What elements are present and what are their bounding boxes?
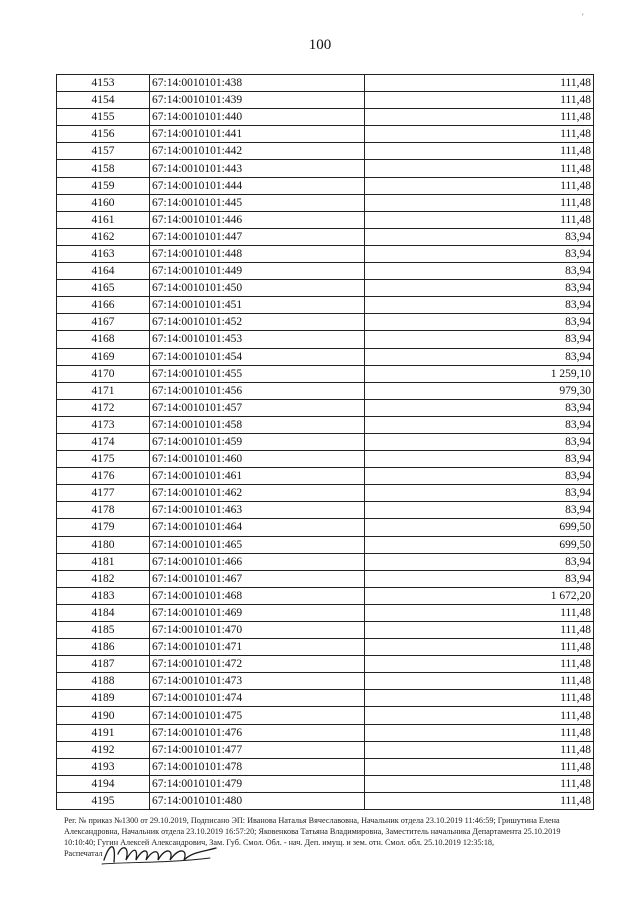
row-number: 4181 [57,553,150,570]
cadastral-number: 67:14:0010101:471 [150,639,365,656]
row-number: 4173 [57,416,150,433]
table-row [57,707,594,724]
footer-line-2: Александровна, Начальник отдела 23.10.2019 16:57:20; Яковенкова Татьяна Владимировна, Заместитель начальника Департамента 25.10.2019 [64,827,561,836]
table-row [57,673,594,690]
table-row [57,587,594,604]
table-row [57,741,594,758]
table-row [57,792,594,809]
cadastral-number: 67:14:0010101:458 [150,416,365,433]
row-value: 111,48 [365,92,594,109]
row-value: 83,94 [365,228,594,245]
table-row [57,775,594,792]
row-number: 4164 [57,263,150,280]
cadastral-number: 67:14:0010101:450 [150,280,365,297]
cadastral-number: 67:14:0010101:459 [150,433,365,450]
cadastral-number: 67:14:0010101:474 [150,690,365,707]
cadastral-number: 67:14:0010101:438 [150,75,365,92]
table-row [57,382,594,399]
row-value: 83,94 [365,485,594,502]
row-number: 4193 [57,758,150,775]
row-value: 979,30 [365,382,594,399]
cadastral-number: 67:14:0010101:477 [150,741,365,758]
row-number: 4170 [57,365,150,382]
row-value: 83,94 [365,451,594,468]
cadastral-number: 67:14:0010101:465 [150,536,365,553]
row-value: 111,48 [365,75,594,92]
row-value: 83,94 [365,468,594,485]
cadastral-number: 67:14:0010101:452 [150,314,365,331]
cadastral-number: 67:14:0010101:476 [150,724,365,741]
table-row [57,109,594,126]
row-value: 83,94 [365,263,594,280]
row-value: 83,94 [365,416,594,433]
row-value: 83,94 [365,502,594,519]
cadastral-number: 67:14:0010101:475 [150,707,365,724]
cadastral-number: 67:14:0010101:457 [150,399,365,416]
table-row [57,348,594,365]
cadastral-number: 67:14:0010101:439 [150,92,365,109]
cadastral-number: 67:14:0010101:462 [150,485,365,502]
row-number: 4157 [57,143,150,160]
table-row [57,622,594,639]
table-row [57,228,594,245]
handwritten-signature [100,838,220,868]
cadastral-number: 67:14:0010101:463 [150,502,365,519]
table-row [57,245,594,262]
corner-mark: ' [582,12,584,22]
row-value: 111,48 [365,211,594,228]
row-value: 111,48 [365,707,594,724]
cadastral-number: 67:14:0010101:444 [150,177,365,194]
row-number: 4153 [57,75,150,92]
row-number: 4155 [57,109,150,126]
cadastral-number: 67:14:0010101:447 [150,228,365,245]
table-row [57,177,594,194]
row-value: 111,48 [365,758,594,775]
row-value: 83,94 [365,553,594,570]
row-number: 4189 [57,690,150,707]
row-number: 4179 [57,519,150,536]
cadastral-number: 67:14:0010101:440 [150,109,365,126]
cadastral-number: 67:14:0010101:449 [150,263,365,280]
cadastral-number: 67:14:0010101:445 [150,194,365,211]
row-value: 83,94 [365,280,594,297]
row-number: 4158 [57,160,150,177]
row-value: 111,48 [365,604,594,621]
table-row [57,194,594,211]
row-number: 4163 [57,245,150,262]
row-value: 111,48 [365,126,594,143]
row-number: 4174 [57,433,150,450]
cadastral-number: 67:14:0010101:479 [150,775,365,792]
table-row [57,451,594,468]
cadastral-number: 67:14:0010101:441 [150,126,365,143]
table-row [57,331,594,348]
cadastral-number: 67:14:0010101:469 [150,604,365,621]
row-value: 83,94 [365,245,594,262]
table-row [57,433,594,450]
row-value: 83,94 [365,399,594,416]
table-row [57,280,594,297]
table-body [57,75,594,810]
row-value: 111,48 [365,724,594,741]
table-row [57,399,594,416]
table-row [57,143,594,160]
table-row [57,314,594,331]
row-number: 4194 [57,775,150,792]
row-value: 111,48 [365,639,594,656]
cadastral-number: 67:14:0010101:466 [150,553,365,570]
cadastral-number: 67:14:0010101:470 [150,622,365,639]
row-number: 4168 [57,331,150,348]
row-number: 4187 [57,656,150,673]
row-number: 4160 [57,194,150,211]
cadastral-number: 67:14:0010101:467 [150,570,365,587]
row-value: 111,48 [365,143,594,160]
table-row [57,485,594,502]
cadastral-number: 67:14:0010101:460 [150,451,365,468]
row-number: 4186 [57,639,150,656]
row-number: 4165 [57,280,150,297]
row-value: 83,94 [365,348,594,365]
table-row [57,570,594,587]
cadastral-number: 67:14:0010101:461 [150,468,365,485]
table-row [57,724,594,741]
table-row [57,211,594,228]
footer-line-3: 10:10:40; Гугин Алексей Александрович, Зам. Губ. Смол. Обл. - нач. Деп. имущ. и зем. отн. Смол. обл. 25.10.2019 12:35:18, [64,838,495,847]
table-row [57,604,594,621]
table-row [57,536,594,553]
row-number: 4172 [57,399,150,416]
table-row [57,690,594,707]
row-value: 111,48 [365,741,594,758]
table-row [57,656,594,673]
row-value: 111,48 [365,177,594,194]
cadastral-number: 67:14:0010101:446 [150,211,365,228]
row-value: 83,94 [365,314,594,331]
row-number: 4159 [57,177,150,194]
cadastral-number: 67:14:0010101:443 [150,160,365,177]
row-number: 4180 [57,536,150,553]
page-number: 100 [308,37,332,53]
cadastral-number: 67:14:0010101:454 [150,348,365,365]
row-value: 111,48 [365,775,594,792]
table-row [57,297,594,314]
table-row [57,160,594,177]
row-value: 699,50 [365,536,594,553]
row-number: 4167 [57,314,150,331]
table-row [57,126,594,143]
row-value: 83,94 [365,331,594,348]
row-number: 4177 [57,485,150,502]
row-value: 111,48 [365,690,594,707]
table-row [57,468,594,485]
table-row [57,75,594,92]
table-row [57,365,594,382]
cadastral-number: 67:14:0010101:468 [150,587,365,604]
row-number: 4190 [57,707,150,724]
table-row [57,553,594,570]
cadastral-number: 67:14:0010101:472 [150,656,365,673]
row-value: 111,48 [365,194,594,211]
cadastral-number: 67:14:0010101:453 [150,331,365,348]
row-number: 4166 [57,297,150,314]
row-number: 4195 [57,792,150,809]
row-number: 4183 [57,587,150,604]
row-value: 111,48 [365,160,594,177]
row-number: 4156 [57,126,150,143]
cadastral-number: 67:14:0010101:451 [150,297,365,314]
row-number: 4188 [57,673,150,690]
footer-line-1: Рег. № приказ №1300 от 29.10.2019, Подписано ЭП: Иванова Наталья Вячеславовна, Начальник отдела 23.10.2019 11:46:59; Гришутина Елена [64,816,560,825]
row-number: 4162 [57,228,150,245]
table-row [57,639,594,656]
cadastral-number: 67:14:0010101:455 [150,365,365,382]
row-number: 4184 [57,604,150,621]
row-value: 83,94 [365,570,594,587]
row-value: 83,94 [365,433,594,450]
row-number: 4171 [57,382,150,399]
row-number: 4182 [57,570,150,587]
row-value: 111,48 [365,673,594,690]
table-row [57,519,594,536]
cadastral-number: 67:14:0010101:456 [150,382,365,399]
row-value: 699,50 [365,519,594,536]
table-row [57,263,594,280]
data-table [56,74,594,810]
row-number: 4154 [57,92,150,109]
row-number: 4178 [57,502,150,519]
cadastral-number: 67:14:0010101:464 [150,519,365,536]
row-number: 4185 [57,622,150,639]
row-number: 4161 [57,211,150,228]
cadastral-number: 67:14:0010101:473 [150,673,365,690]
row-number: 4176 [57,468,150,485]
table-row [57,416,594,433]
cadastral-number: 67:14:0010101:478 [150,758,365,775]
cadastral-number: 67:14:0010101:480 [150,792,365,809]
row-value: 1 672,20 [365,587,594,604]
footer-line-4: Распечатал [64,849,103,858]
table-row [57,502,594,519]
row-value: 111,48 [365,792,594,809]
row-value: 111,48 [365,109,594,126]
row-value: 1 259,10 [365,365,594,382]
cadastral-number: 67:14:0010101:442 [150,143,365,160]
row-value: 111,48 [365,656,594,673]
row-number: 4192 [57,741,150,758]
cadastral-number: 67:14:0010101:448 [150,245,365,262]
table-row [57,92,594,109]
row-number: 4175 [57,451,150,468]
row-value: 111,48 [365,622,594,639]
row-number: 4191 [57,724,150,741]
table-row [57,758,594,775]
row-number: 4169 [57,348,150,365]
row-value: 83,94 [365,297,594,314]
